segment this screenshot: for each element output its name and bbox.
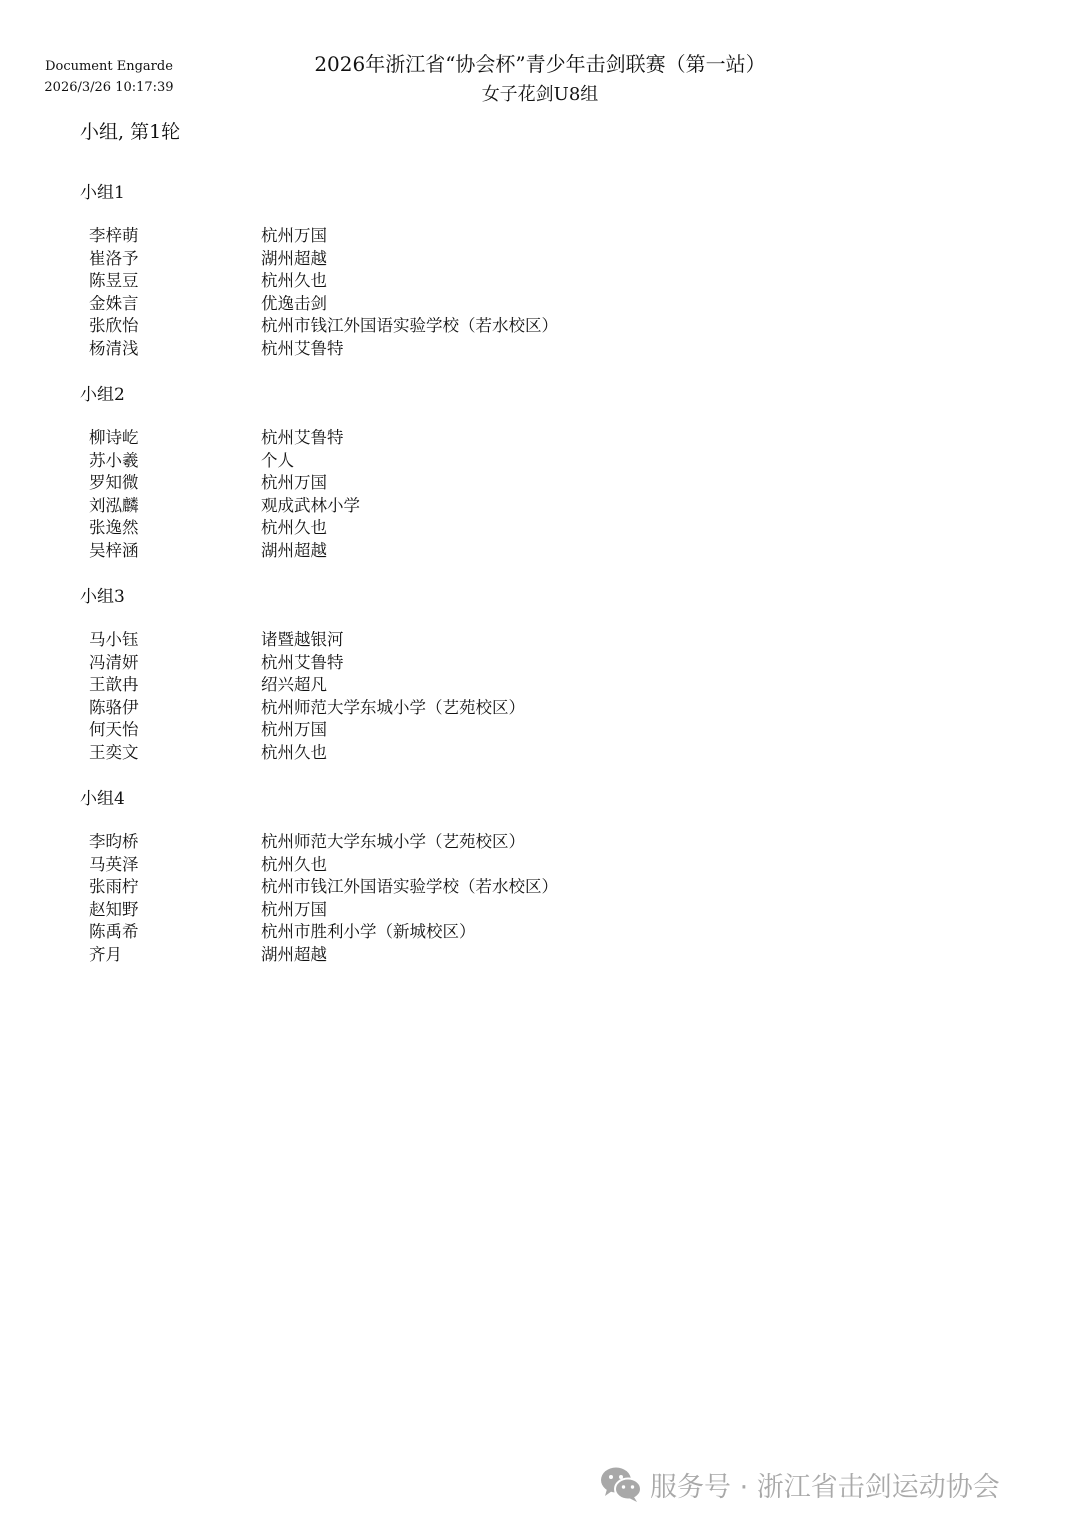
fencer-row — [80, 854, 980, 877]
fencer-row — [80, 540, 980, 563]
fencer-row — [80, 674, 980, 697]
fencer-row — [80, 921, 980, 944]
fencer-club: 杭州师范大学东城小学（艺苑校区） — [261, 832, 525, 851]
fencer-club: 诸暨越银河 — [261, 630, 344, 649]
fencer-club: 杭州久也 — [261, 854, 327, 874]
fencer-name: 马英泽 — [89, 854, 139, 874]
fencer-name: 张雨柠 — [89, 877, 139, 896]
fencer-name: 罗知微 — [89, 473, 139, 492]
fencer-row — [80, 899, 980, 922]
fencer-row — [80, 472, 980, 495]
fencer-name: 杨清浅 — [89, 338, 139, 358]
fencer-name: 赵知野 — [89, 899, 139, 919]
fencer-name: 王歆冉 — [89, 675, 139, 694]
fencer-row — [80, 450, 980, 473]
fencer-row — [80, 427, 980, 450]
round-title: 小组, 第1轮 — [80, 121, 181, 143]
fencer-name: 崔洛予 — [89, 248, 139, 268]
fencer-row — [80, 248, 980, 271]
fencer-club: 杭州市胜利小学（新城校区） — [261, 922, 476, 941]
pool-3 — [80, 584, 980, 786]
fencer-row — [80, 495, 980, 518]
fencer-club: 杭州久也 — [261, 742, 327, 762]
fencer-club: 杭州久也 — [261, 271, 327, 290]
document-meta — [36, 56, 182, 98]
fencer-club: 绍兴超凡 — [261, 675, 327, 694]
fencer-row — [80, 697, 980, 720]
wechat-icon — [598, 1464, 644, 1504]
fencer-row — [80, 652, 980, 675]
fencer-row — [80, 293, 980, 316]
fencer-club: 杭州万国 — [261, 473, 327, 492]
fencer-row — [80, 225, 980, 248]
fencer-name: 陈昱豆 — [89, 271, 139, 290]
fencer-name: 苏小羲 — [89, 450, 139, 470]
pool-2 — [80, 382, 980, 584]
fencer-name: 李昀桥 — [89, 832, 139, 851]
fencer-club: 杭州艾鲁特 — [261, 428, 344, 447]
pool-title: 小组4 — [80, 789, 125, 809]
fencer-club: 杭州万国 — [261, 720, 327, 739]
fencer-name: 何天怡 — [89, 720, 139, 739]
fencer-club: 优逸击剑 — [261, 293, 327, 313]
fencer-row — [80, 719, 980, 742]
fencer-club: 杭州市钱江外国语实验学校（若水校区） — [261, 316, 558, 335]
fencer-name: 王奕文 — [89, 742, 139, 762]
fencer-name: 陈禹希 — [89, 922, 139, 941]
fencer-club: 个人 — [261, 450, 294, 470]
fencer-club: 观成武林小学 — [261, 495, 360, 515]
fencer-name: 金姝言 — [89, 293, 139, 313]
fencer-club: 杭州万国 — [261, 226, 327, 245]
fencer-row — [80, 742, 980, 765]
fencer-club: 杭州艾鲁特 — [261, 338, 344, 358]
event-subtitle: 女子花剑U8组 — [481, 84, 599, 105]
watermark — [598, 1462, 1000, 1506]
fencer-club: 杭州久也 — [261, 518, 327, 537]
watermark-text: 服务号 · 浙江省击剑运动协会 — [650, 1471, 1000, 1503]
fencer-club: 杭州市钱江外国语实验学校（若水校区） — [261, 877, 558, 896]
fencer-row — [80, 270, 980, 293]
fencer-row — [80, 315, 980, 338]
fencer-name: 张欣怡 — [89, 316, 139, 335]
competition-title: 2026年浙江省“协会杯”青少年击剑联赛（第一站） — [314, 52, 766, 76]
fencer-club: 湖州超越 — [261, 944, 327, 964]
software-name: Document Engarde — [45, 59, 173, 74]
fencer-name: 柳诗屹 — [89, 428, 139, 447]
fencer-club: 杭州万国 — [261, 899, 327, 919]
fencer-row — [80, 944, 980, 967]
fencer-club: 湖州超越 — [261, 248, 327, 268]
pool-title: 小组3 — [80, 587, 125, 607]
pool-list — [80, 180, 980, 988]
fencer-club: 杭州艾鲁特 — [261, 652, 344, 672]
fencer-row — [80, 876, 980, 899]
pool-title: 小组2 — [80, 385, 125, 405]
pool-4 — [80, 786, 980, 988]
pool-title: 小组1 — [80, 183, 125, 203]
print-timestamp: 2026/3/26 10:17:39 — [44, 80, 174, 95]
fencer-row — [80, 338, 980, 361]
title-block — [200, 48, 880, 110]
fencer-row — [80, 831, 980, 854]
pool-1 — [80, 180, 980, 382]
fencer-name: 马小钰 — [89, 630, 139, 649]
fencer-club: 湖州超越 — [261, 540, 327, 560]
fencer-name: 刘泓麟 — [89, 495, 139, 515]
fencer-name: 齐月 — [89, 944, 122, 964]
fencer-name: 陈骆伊 — [89, 697, 139, 717]
fencer-row — [80, 629, 980, 652]
fencer-name: 冯清妍 — [89, 652, 139, 672]
fencer-name: 吴梓涵 — [89, 540, 139, 560]
fencer-name: 张逸然 — [89, 518, 139, 537]
fencer-club: 杭州师范大学东城小学（艺苑校区） — [261, 697, 525, 717]
fencer-row — [80, 517, 980, 540]
fencer-name: 李梓萌 — [89, 226, 139, 245]
